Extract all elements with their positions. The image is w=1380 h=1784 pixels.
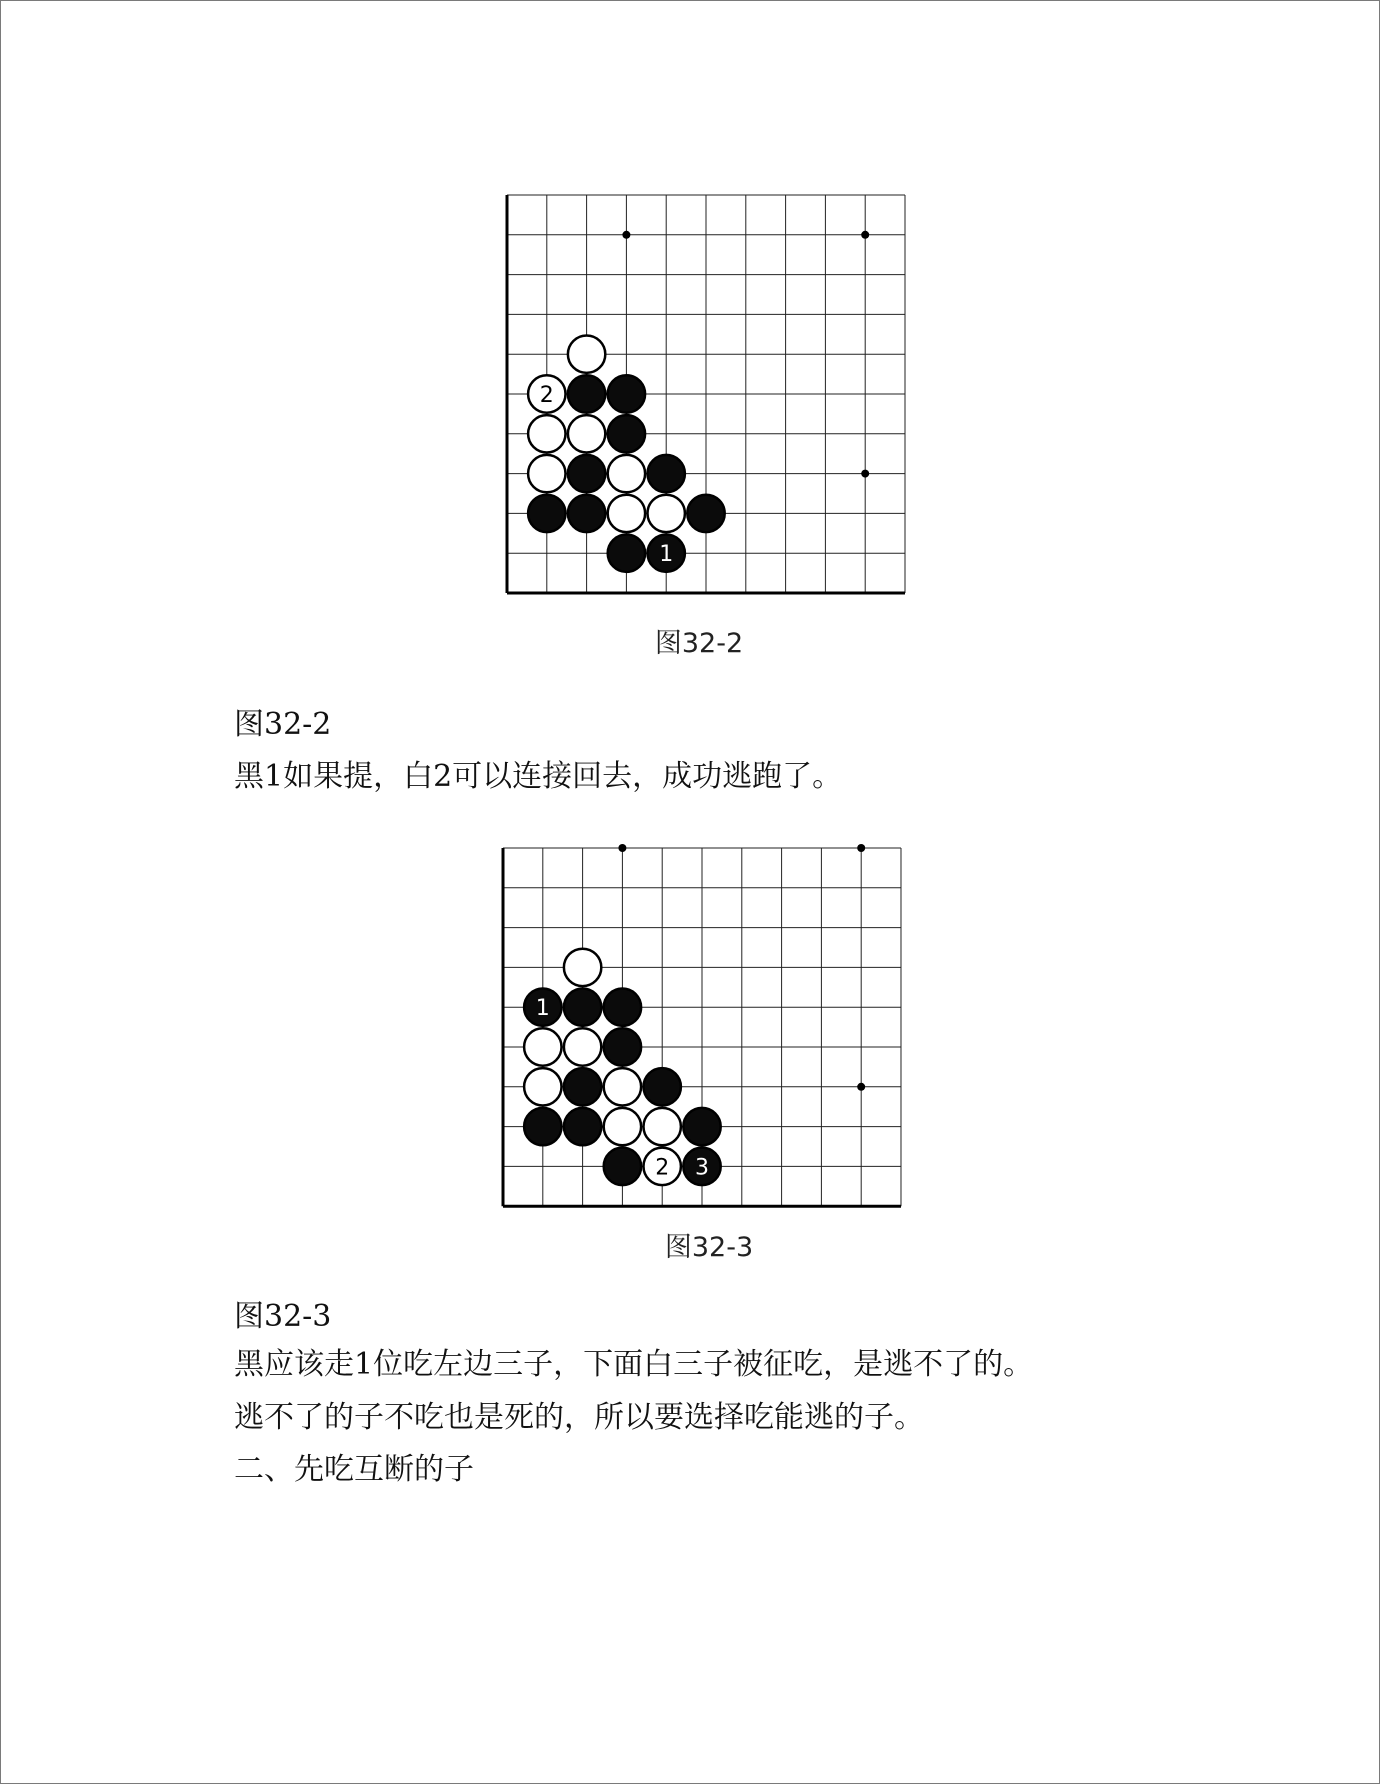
move-number-label: 3 (695, 1155, 709, 1181)
white-stone (604, 1108, 641, 1145)
black-stone (604, 988, 641, 1025)
white-stone (608, 495, 645, 532)
white-stone (564, 1028, 601, 1065)
black-stone (647, 455, 684, 492)
paragraph-line-1: 黑1如果提，白2可以连接回去，成功逃跑了。 (234, 759, 843, 794)
black-stone (524, 1108, 561, 1145)
white-stone (568, 415, 605, 452)
white-stone (643, 1108, 680, 1145)
go-board-diagram-32-2 (505, 193, 907, 595)
move-number-label: 1 (535, 996, 550, 1022)
white-stone (528, 375, 565, 412)
black-stone (564, 988, 601, 1025)
black-stone (568, 495, 605, 532)
go-board-svg (505, 193, 907, 595)
black-stone (608, 375, 645, 412)
move-number-label: 2 (539, 383, 554, 408)
paragraph-line-2: 黑应该走1位吃左边三子，下面白三子被征吃，是逃不了的。 (234, 1347, 1034, 1382)
white-stone (524, 1068, 561, 1105)
diagram-caption-32-2: 图32-2 (654, 628, 744, 659)
star-point (618, 844, 626, 852)
black-stone (687, 495, 724, 532)
go-board-svg (501, 846, 903, 1208)
paragraph-line-3: 逃不了的子不吃也是死的，所以要选择吃能逃的子。 (234, 1400, 924, 1435)
diagram-caption-32-3: 图32-3 (664, 1232, 754, 1263)
star-point (857, 1083, 865, 1091)
black-stone (604, 1028, 641, 1065)
white-stone (643, 1148, 680, 1185)
black-stone (683, 1108, 720, 1145)
black-stone (564, 1108, 601, 1145)
white-stone (528, 455, 565, 492)
white-stone (528, 415, 565, 452)
black-stone (524, 988, 561, 1025)
section-heading: 二、先吃互断的子 (234, 1452, 474, 1487)
black-stone (604, 1148, 641, 1185)
go-board-diagram-32-3 (501, 846, 903, 1208)
white-stone (647, 495, 684, 532)
white-stone (564, 949, 601, 986)
move-number-label: 2 (655, 1155, 670, 1181)
white-stone (604, 1068, 641, 1105)
star-point (622, 231, 630, 239)
star-point (857, 844, 865, 852)
black-stone (643, 1068, 680, 1105)
black-stone (564, 1068, 601, 1105)
black-stone (608, 534, 645, 571)
section-label-32-3: 图32-3 (234, 1299, 332, 1334)
white-stone (608, 455, 645, 492)
star-point (861, 231, 869, 239)
section-label-32-2: 图32-2 (234, 707, 332, 742)
black-stone (528, 495, 565, 532)
white-stone (568, 335, 605, 372)
star-point (861, 470, 869, 478)
white-stone (524, 1028, 561, 1065)
black-stone (647, 534, 684, 571)
black-stone (683, 1148, 720, 1185)
move-number-label: 1 (659, 542, 674, 568)
black-stone (608, 415, 645, 452)
black-stone (568, 455, 605, 492)
black-stone (568, 375, 605, 412)
